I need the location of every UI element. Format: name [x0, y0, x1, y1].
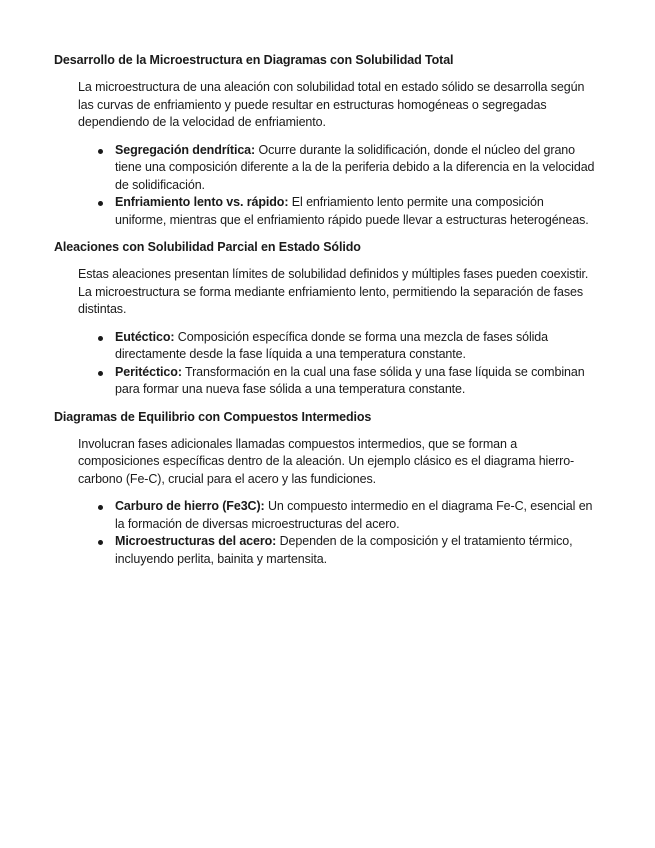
bullet-item	[115, 142, 595, 195]
bullet-text: Transformación en la cual una fase sólida y una fase líquida se combinan para formar una nueva fase sólida a una temperatura constante.	[115, 364, 585, 396]
bullet-text: Ocurre durante la solidificación, donde el núcleo del grano tiene una composición diferente a la de la periferia debido a la diferencia en la velocidad de solidificación.	[115, 142, 595, 192]
bullet-item	[115, 498, 595, 533]
bullet-list	[54, 142, 595, 230]
section-title: Desarrollo de la Microestructura en Diagramas con Solubilidad Total	[54, 53, 454, 67]
bullet-term: Segregación dendrítica:	[115, 142, 256, 157]
bullet-term: Carburo de hierro (Fe3C):	[115, 499, 265, 513]
bullet-dot-icon	[98, 201, 103, 206]
bullet-item	[115, 194, 595, 229]
bullet-text: Composición específica donde se forma una mezcla de fases sólida directamente desde la fase líquida a una temperatura constante.	[115, 329, 549, 361]
bullet-dot-icon	[98, 336, 103, 341]
bullet-item	[115, 364, 595, 399]
section-paragraph: Estas aleaciones presentan límites de solubilidad definidos y múltiples fases pueden coexistir. La microestructura se forma mediante enfriamiento lento, permitiendo la separación de fases distintas.	[78, 267, 589, 316]
section-title: Diagramas de Equilibrio con Compuestos Intermedios	[54, 409, 372, 424]
bullet-term: Microestructuras del acero:	[115, 534, 277, 548]
bullet-text: El enfriamiento lento permite una composición uniforme, mientras que el enfriamiento rápido puede llevar a estructuras heterogéneas.	[115, 195, 589, 227]
section-title: Aleaciones con Solubilidad Parcial en Estado Sólido	[54, 240, 361, 254]
bullet-item	[115, 329, 595, 364]
bullet-list	[54, 498, 595, 568]
bullet-term: Enfriamiento lento vs. rápido:	[115, 195, 289, 209]
bullet-term: Peritéctico:	[115, 364, 182, 379]
bullet-dot-icon	[98, 149, 103, 154]
section-paragraph: La microestructura de una aleación con solubilidad total en estado sólido se desarrolla según las curvas de enfriamiento y puede resultar en estructuras homogéneas o segregadas dependiendo de la velocidad de enfriamiento.	[78, 80, 585, 129]
bullet-dot-icon	[98, 540, 103, 545]
bullet-dot-icon	[98, 505, 103, 510]
bullet-text: Un compuesto intermedio en el diagrama Fe-C, esencial en la formación de diversas microestructuras del acero.	[115, 499, 593, 531]
bullet-list	[54, 329, 595, 399]
bullet-term: Eutéctico:	[115, 329, 175, 344]
section-paragraph: Involucran fases adicionales llamadas compuestos intermedios, que se forman a composiciones específicas dentro de la aleación. Un ejemplo clásico es el diagrama hierro-carbono (Fe-C), crucial para el acero y las fundiciones.	[78, 436, 575, 486]
bullet-dot-icon	[98, 371, 103, 376]
section-solubilidad-parcial	[54, 238, 595, 399]
section-compuestos-intermedios	[54, 408, 595, 569]
bullet-item	[115, 533, 595, 568]
section-solubilidad-total	[54, 51, 595, 229]
bullet-text: Dependen de la composición y el tratamiento térmico, incluyendo perlita, bainita y martensita.	[115, 534, 573, 566]
